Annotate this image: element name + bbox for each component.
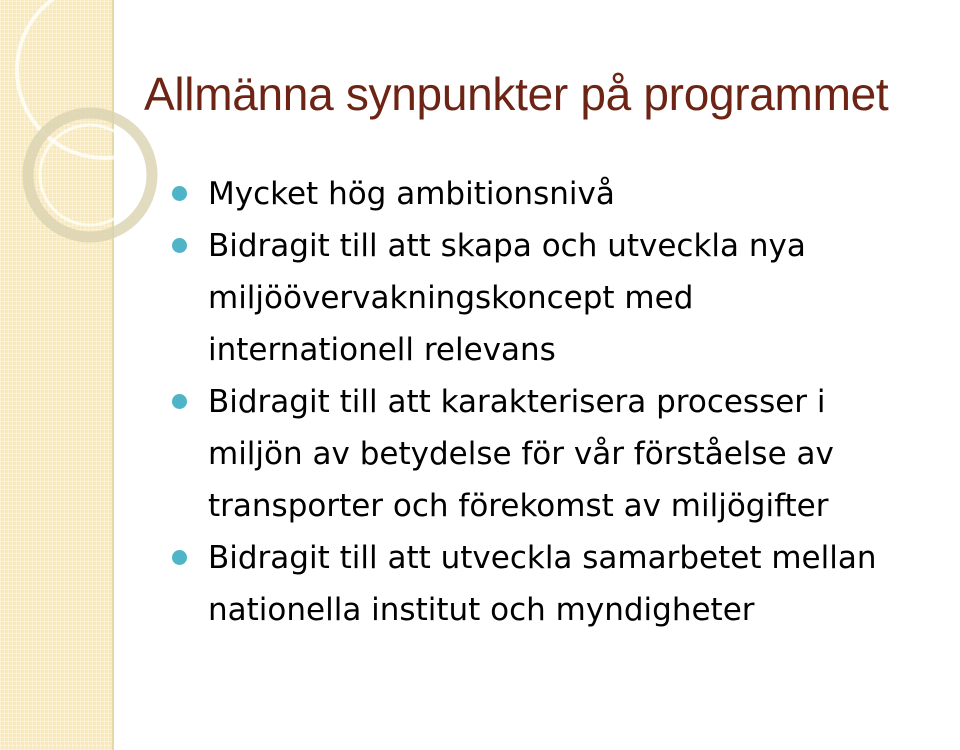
bullet-dot-icon	[172, 186, 187, 201]
bullet-dot-icon	[172, 238, 187, 253]
bullet-text-line: internationell relevans	[208, 332, 556, 368]
bullet-text-line: transporter och förekomst av miljögifter	[208, 488, 829, 524]
bullet-item	[158, 168, 958, 220]
bullet-text-line: nationella institut och myndigheter	[208, 592, 755, 628]
bullet-text-line: Bidragit till att skapa och utveckla nya	[208, 228, 806, 264]
bullet-item	[158, 532, 958, 636]
bullet-list	[158, 168, 958, 636]
bullet-item	[158, 220, 958, 376]
bullet-text-line: Bidragit till att utveckla samarbetet mellan	[208, 540, 877, 576]
bullet-text-line: miljöövervakningskoncept med	[208, 280, 694, 316]
bullet-text-line: miljön av betydelse för vår förståelse av	[208, 436, 834, 472]
bullet-item	[158, 376, 958, 532]
bullet-text-line: Bidragit till att karakterisera processer i	[208, 384, 826, 420]
ring-middle	[28, 113, 152, 237]
bullet-text-line: Mycket hög ambitionsnivå	[208, 176, 615, 212]
bullet-dot-icon	[172, 394, 187, 409]
ring-small	[40, 125, 140, 225]
slide-title: Allmänna synpunkter på programmet	[144, 68, 889, 120]
bullet-dot-icon	[172, 550, 187, 565]
